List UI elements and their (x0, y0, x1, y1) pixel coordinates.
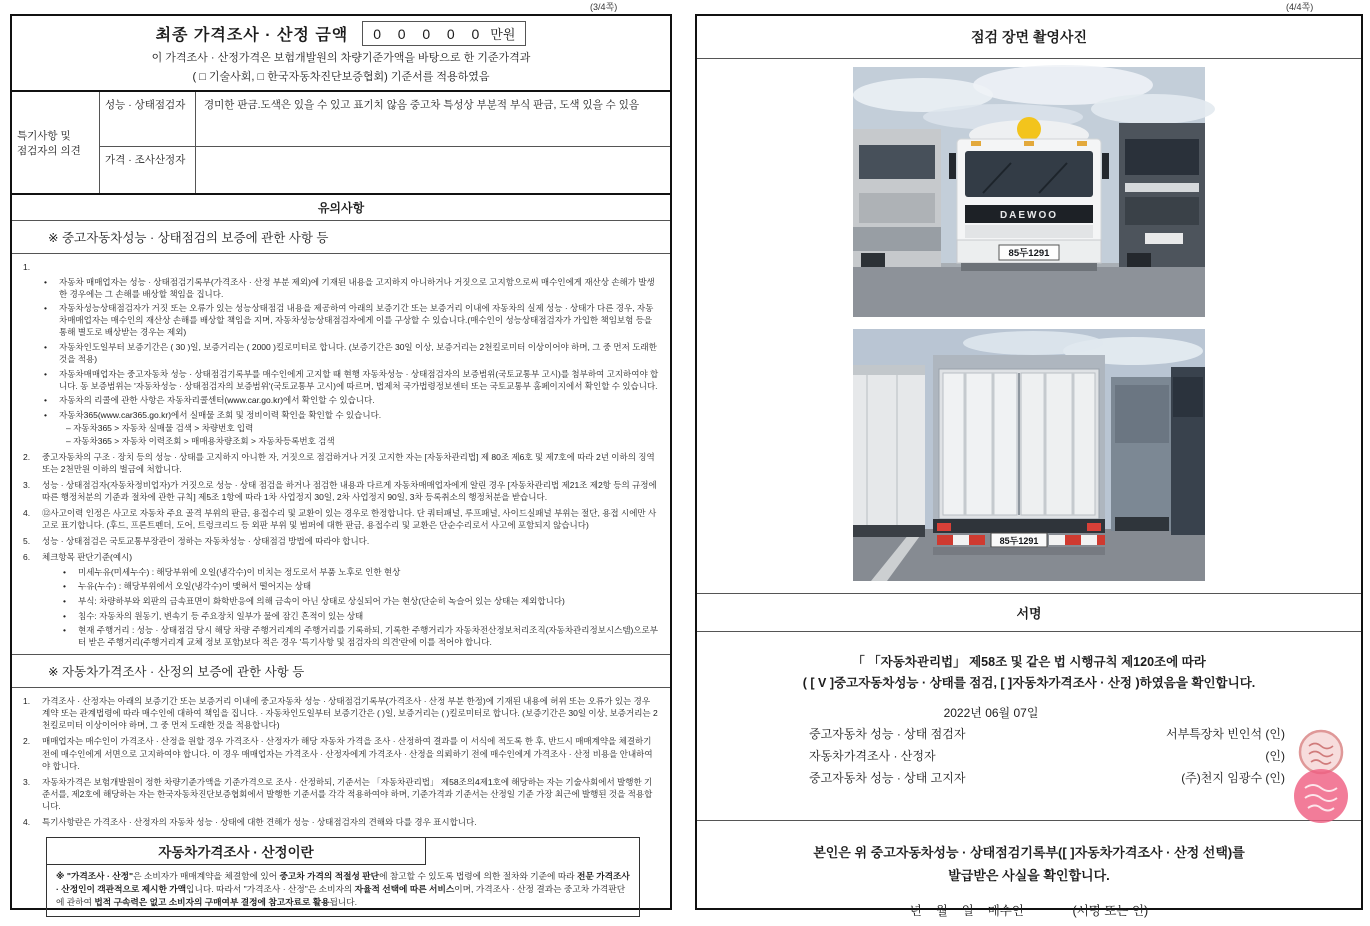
bullet-dot: • (63, 625, 66, 636)
item-number: 3. (23, 480, 31, 490)
item-text: 중고자동차의 구조 · 장치 등의 성능 · 상태를 고지하지 아니한 자, 거짓으로 점검하거나 거짓 고지한 자는 [자동차관리법] 제 80조 제6호 및 제7호에 따라 2년 이하의 징역 또는 2천만원 이하의 벌금에 처합니다. (42, 451, 655, 474)
bullet-item (41, 394, 660, 406)
bullet-item (60, 566, 660, 578)
background-truck-left (853, 365, 925, 537)
final-price-title: 최종 가격조사 · 산정 금액 (155, 27, 349, 44)
confirmation-line-2: 발급받은 사실을 확인합니다. (948, 868, 1110, 884)
item-number: 3. (23, 776, 31, 787)
item-text: 가격조사 · 산정자는 아래의 보증기간 또는 보증거리 이내에 중고자동차 성능 · 상태점검기록부(가격조사 · 산정 부분 한정)에 기재된 내용에 허위 또는 오류가 있는 경우 계약 또는 관계법령에 따라 매수인에 대하여 책임을 집니다. · 자동차인도일부터 보증기간은 ( )일, 보증거리는 ( )킬로미터로 합니다. (보증기간은 30일 이상, 보증거리는 2천킬로미터 이상이어야 하며, 그 중 먼저 도래한 것을 적용합니다) (42, 696, 658, 731)
info-text: ※ "가격조사 · 산정" (56, 870, 134, 881)
document-page-3 (10, 14, 672, 910)
confirmation-line-1: 본인은 위 중고자동차성능 · 상태점검기록부([ ]자동차가격조사 · 산정 선택)를 (813, 845, 1245, 861)
info-box-title: 자동차가격조사 · 산정이란 (47, 838, 426, 865)
item-text: 특기사항란은 가격조사 · 산정자의 자동차 성능 · 상태에 대한 견해가 성능 · 상태점검자의 견해와 다를 경우 표시합니다. (42, 816, 477, 827)
special-notes-label-line2: 점검자의 의견 (17, 144, 81, 157)
signer-row-appraiser (697, 746, 1361, 768)
inspection-photos (697, 59, 1361, 581)
legal-statement-line-1: 「 「자동차관리법」 제58조 및 같은 법 시행규칙 제120조에 따라 (852, 655, 1206, 669)
item-number: 5. (23, 536, 31, 547)
amount-box (362, 21, 526, 46)
bullet-item (60, 610, 660, 622)
bullet-item (60, 595, 660, 607)
background-truck-right (1111, 367, 1205, 535)
bullet-dot: • (63, 581, 66, 592)
bullet-text: 자동차매매업자는 중고자동차 성능 · 상태점검기록부를 매수인에게 고지할 때 현행 자동차성능 · 상태점검자의 보증범위(국토교통부 고시)를 첨부하여 고지하여야 합니다. 동 보증범위는 '자동차성능 · 상태점검자의 보증범위'(국토교통부 고시)에 따르며, 법제처 국가법령정보센터 또는 국토교통부 홈페이지에서 확인할 수 있습니다. (59, 368, 659, 391)
bullet-dot: • (44, 341, 47, 352)
bullet-item (41, 409, 660, 421)
bullet-dot: • (44, 276, 47, 287)
item-text: 매매업자는 매수인이 가격조사 · 산정을 원할 경우 가격조사 · 산정자가 해당 자동차 가격을 조사 · 산정하여 결과를 이 서식에 적도록 한 후, 반드시 매매계약을 체결하기 전에 매수인에게 서면으로 고지하여야 합니다. 이 경우 매매업자는 가격조사 · 산정자에게 가격조사 · 산정을 의뢰하기 전에 매수인에게 가격조사 · 산정 비용을 안내하여야 합니다. (42, 736, 653, 771)
info-text: 전문 가격조사 · 산정인이 객관적으로 제시한 가액 (56, 870, 630, 894)
inspector-opinion-label: 성능 · 상태점검자 (100, 92, 196, 146)
amount-digits: 0 0 0 0 0 (373, 26, 483, 42)
special-notes-label-line1: 특기사항 및 (17, 129, 71, 142)
bullet-text: 자동차인도일부터 보증기간은 ( 30 )일, 보증거리는 ( 2000 )킬로미터로 합니다. (보증기간은 30일 이상, 보증거리는 2천킬로미터 이상이어야 하며, 그 중 먼저 도래한 것을 적용) (59, 341, 657, 364)
bullet-text: 현재 주행거리 : 성능 · 상태점검 당시 해당 차량 주행거리계의 주행거리를 기록하되, 기록한 주행거리가 자동차전산정보처리조직(자동차관리정보시스템)으로부터 받은 주행거리(주행거리계 교체 정보 포함)보다 적은 경우 '특기사항 및 점검자의 의견'란에 이를 적어야 합니다. (78, 625, 658, 648)
warranty-section-1-title: ※ 중고자동차성능 · 상태점검의 보증에 관한 사항 등 (12, 221, 670, 254)
item-number: 6. (23, 552, 31, 563)
final-price-header (12, 16, 670, 92)
special-notes-table (12, 92, 670, 195)
item-text: 체크항목 판단기준(예시) (42, 552, 133, 563)
item-text: 자동차가격은 보험개발원이 정한 차량기준가액을 기준가격으로 조사 · 산정하되, 기준서는 「자동차관리법」 제58조의4제1호에 해당하는 자는 기술사회에서 발행한 기준서를, 제2호에 해당하는 자는 한국자동차진단보증협회에서 발행한 기준서를 각각 적용하여야 하며, 기준가격과 기준서는 산정일 기준 가장 최근에 발행된 것을 적용합니다. (42, 776, 653, 811)
photo-truck-rear-view (853, 329, 1205, 581)
item-number: 2. (23, 451, 31, 462)
license-plate-front-text: 85두1291 (1008, 248, 1050, 259)
buyer-confirmation-block (697, 820, 1361, 919)
signer-role: 중고자동차 성능 · 상태 점검자 (809, 727, 966, 741)
item-number: 1. (23, 262, 31, 272)
bullet-text: 자동차 매매업자는 성능 · 상태점검기록부(가격조사 · 산정 부분 제외)에 기재된 내용을 고지하지 아니하거나 거짓으로 고지함으로써 매수인에게 재산상 손해가 발생한 경우에는 그 손해를 배상할 책임을 집니다. (59, 276, 655, 299)
info-text: 에 참고할 수 있도록 법령에 의한 절차와 기준에 따라 (379, 870, 578, 881)
car365-path-1: – 자동차365 > 자동차 실매물 검색 > 차량번호 입력 (66, 422, 254, 433)
signer-role: 중고자동차 성능 · 상태 고지자 (809, 771, 966, 786)
warranty-section-2-list (12, 688, 670, 828)
item-number: 4. (23, 816, 31, 827)
warranty-section-2-title: ※ 자동차가격조사 · 산정의 보증에 관한 사항 등 (12, 654, 670, 688)
signature-section-title: 서명 (697, 593, 1361, 632)
special-notes-label (12, 92, 100, 193)
info-text: 은 소비자가 매매계약을 체결함에 있어 (133, 870, 280, 881)
amount-unit: 만원 (490, 27, 516, 42)
bullet-text: 자동차의 리콜에 관한 사항은 자동차리콜센터(www.car.go.kr)에서 확인할 수 있습니다. (59, 395, 375, 406)
info-text: 됩니다. (329, 896, 358, 907)
main-truck-front (949, 117, 1109, 271)
list-item-6 (23, 551, 660, 648)
page-number-left: (3/4쪽) (590, 2, 618, 12)
list-item-4 (23, 507, 660, 531)
signature-date: 2022년 06월 07일 (943, 705, 1039, 720)
appraiser-opinion-value (196, 147, 670, 193)
item-text: 성능 · 상태점검자(자동차정비업자)가 거짓으로 성능 · 상태 점검을 하거나 점검한 내용과 다르게 자동차매매업자에게 알린 경우 [자동차관리법 제21조 제2항 등의 규정에 따른 행정처분의 기준과 절차에 관한 규칙] 제5조 1항에 따라 1차 사업정지 30일, 2차 사업정지 90일, 3차 등록취소의 행정처분을 받습니다. (42, 480, 657, 503)
signer-name: (주)천지 임광수 (인) (1181, 771, 1285, 786)
photos-section-title: 점검 장면 촬영사진 (697, 16, 1361, 59)
taillight-right (1087, 523, 1101, 531)
page-number-right: (4/4쪽) (1286, 2, 1314, 12)
list-item-1 (23, 695, 660, 731)
car365-path-2: – 자동차365 > 자동차 이력조회 > 매매용차량조회 > 자동차등록번호 검색 (66, 435, 335, 446)
bullet-dot: • (63, 566, 66, 577)
bullet-text: 누유(누수) : 해당부위에서 오일(냉각수)이 맺혀서 떨어지는 상태 (78, 581, 312, 592)
notice-section-title: 유의사항 (12, 195, 670, 221)
bullet-dot: • (63, 610, 66, 621)
buyer-signature-line: 년 월 일 매수인 (서명 또는 인) (909, 903, 1149, 918)
inspector-opinion-value: 경미한 판금.도색은 있을 수 있고 표기치 않음 중고차 특성상 부분적 부식 판금, 도색 있을 수 있음 (204, 99, 640, 111)
bullet-dot: • (44, 303, 47, 314)
bullet-text: 부식: 차량하부와 외판의 금속표면이 화학반응에 의해 금속이 아닌 상태로 상실되어 가는 현상(단순히 녹슬어 있는 상태는 제외합니다) (78, 596, 565, 606)
info-box-body (47, 865, 639, 916)
appraiser-opinion-row (100, 147, 670, 193)
notifier-seal-stamp (1291, 766, 1351, 826)
item-number: 2. (23, 736, 31, 747)
taillight-left (937, 523, 951, 531)
signer-row-notifier (697, 768, 1361, 790)
signer-name: 서부특장차 빈인석 (인) (1166, 727, 1285, 741)
photo-truck-front-view (853, 67, 1205, 317)
bullet-text: 침수: 자동차의 원동기, 변속기 등 주요장치 일부가 물에 잠긴 흔적이 있는 상태 (78, 610, 364, 621)
bullet-item (60, 624, 660, 648)
background-truck-right (1119, 123, 1205, 267)
price-appraisal-info-box (46, 837, 640, 917)
price-basis-line-1: 이 가격조사 · 산정가격은 보험개발원의 차량기준가액을 바탕으로 한 기준가격과 (151, 52, 531, 64)
signature-block (697, 632, 1361, 796)
brand-logo-text: DAEWOO (999, 210, 1059, 221)
main-truck-rear (933, 355, 1105, 547)
bullet-item (60, 580, 660, 592)
info-text: 이며, 가격조사 · 산정 결과는 중고차 가격판단에 관하여 (56, 883, 626, 907)
bullet-dot: • (63, 596, 66, 606)
legal-statement-line-2: ( [ V ]중고자동차성능 · 상태를 점검, [ ]자동차가격조사 · 산정 )하였음을 확인합니다. (802, 676, 1256, 691)
list-item-3 (23, 776, 660, 812)
document-page-4 (695, 14, 1363, 918)
bullet-dot: • (44, 409, 47, 420)
background-truck-left (853, 129, 941, 267)
signer-row-inspector (697, 724, 1361, 746)
info-text: 입니다. 따라서 "가격조사 · 산정"은 소비자의 (186, 883, 355, 894)
signer-role: 자동차가격조사 · 산정자 (809, 749, 936, 764)
list-item-3 (23, 479, 660, 503)
cab-roof-logo (1017, 117, 1041, 141)
signer-name: (인) (1265, 749, 1285, 764)
bullet-item (41, 276, 660, 300)
bullet-dot: • (44, 368, 47, 379)
windshield (965, 151, 1093, 197)
cargo-door-left (943, 373, 1017, 515)
bullet-text: 자동차365(www.car365.go.kr)에서 실매물 조회 및 정비이력 확인을 확인할 수 있습니다. (59, 409, 382, 420)
warranty-section-1-list (12, 254, 670, 648)
item-text: ⑫사고이력 인정은 사고로 자동차 주요 골격 부위의 판금, 용접수리 및 교환이 있는 경우로 한정합니다. 단 쿼터패널, 루프패널, 사이드실패널 부위는 절단, 용접 시에만 사고로 표기합니다. (후드, 프론트펜더, 도어, 트렁크리드 등 외판 부위 및 범퍼에 대한 판금, 용접수리 및 교환은 단순수리로서 사고에 포함되지 않습니다) (42, 508, 657, 531)
item-text: 성능 · 상태점검은 국토교통부장관이 정하는 자동차성능 · 상태점검 방법에 따라야 합니다. (42, 536, 370, 547)
bullet-text: 자동차성능상태점검자가 거짓 또는 오류가 있는 성능상태점검 내용을 제공하여 아래의 보증기간 또는 보증거리 이내에 자동차의 실제 성능 · 상태가 다른 경우, 자동차매매업자는 매수인의 재산상 손해를 배상할 책임을 지며, 자동차성능상태점검자에게 이를 구상할 수 있습니다.(매수인이 성능상태점검자가 가입한 책임보험 등을 통해 별도로 배상받는 경우는 제외) (59, 303, 654, 338)
bullet-dot: • (44, 395, 47, 406)
info-text: 중고차 가격의 적절성 판단 (279, 870, 380, 881)
bullet-item (41, 302, 660, 338)
list-item-1 (23, 261, 660, 447)
bullet-item (41, 368, 660, 392)
list-item-5 (23, 535, 660, 547)
list-item-4 (23, 816, 660, 828)
list-item-2 (23, 451, 660, 475)
license-plate-rear-text: 85두1291 (999, 536, 1039, 546)
list-item-2 (23, 735, 660, 771)
item-number: 4. (23, 508, 31, 519)
item-number: 1. (23, 696, 31, 707)
price-basis-line-2: ( □ 기술사회, □ 한국자동차진단보증협회) 기준서를 적용하였음 (192, 71, 490, 83)
info-text: 법적 구속력은 없고 소비자의 구매여부 결정에 참고자료로 활용 (94, 896, 330, 907)
cargo-door-right (1021, 373, 1095, 515)
appraiser-opinion-label: 가격 · 조사산정자 (100, 147, 196, 193)
inspector-opinion-row (100, 92, 670, 147)
bullet-item (41, 341, 660, 365)
bullet-text: 미세누유(미세누수) : 해당부위에 오일(냉각수)이 비치는 정도로서 부품 노후로 인한 현상 (78, 566, 401, 577)
info-text: 자율적 선택에 따른 서비스 (354, 883, 455, 894)
